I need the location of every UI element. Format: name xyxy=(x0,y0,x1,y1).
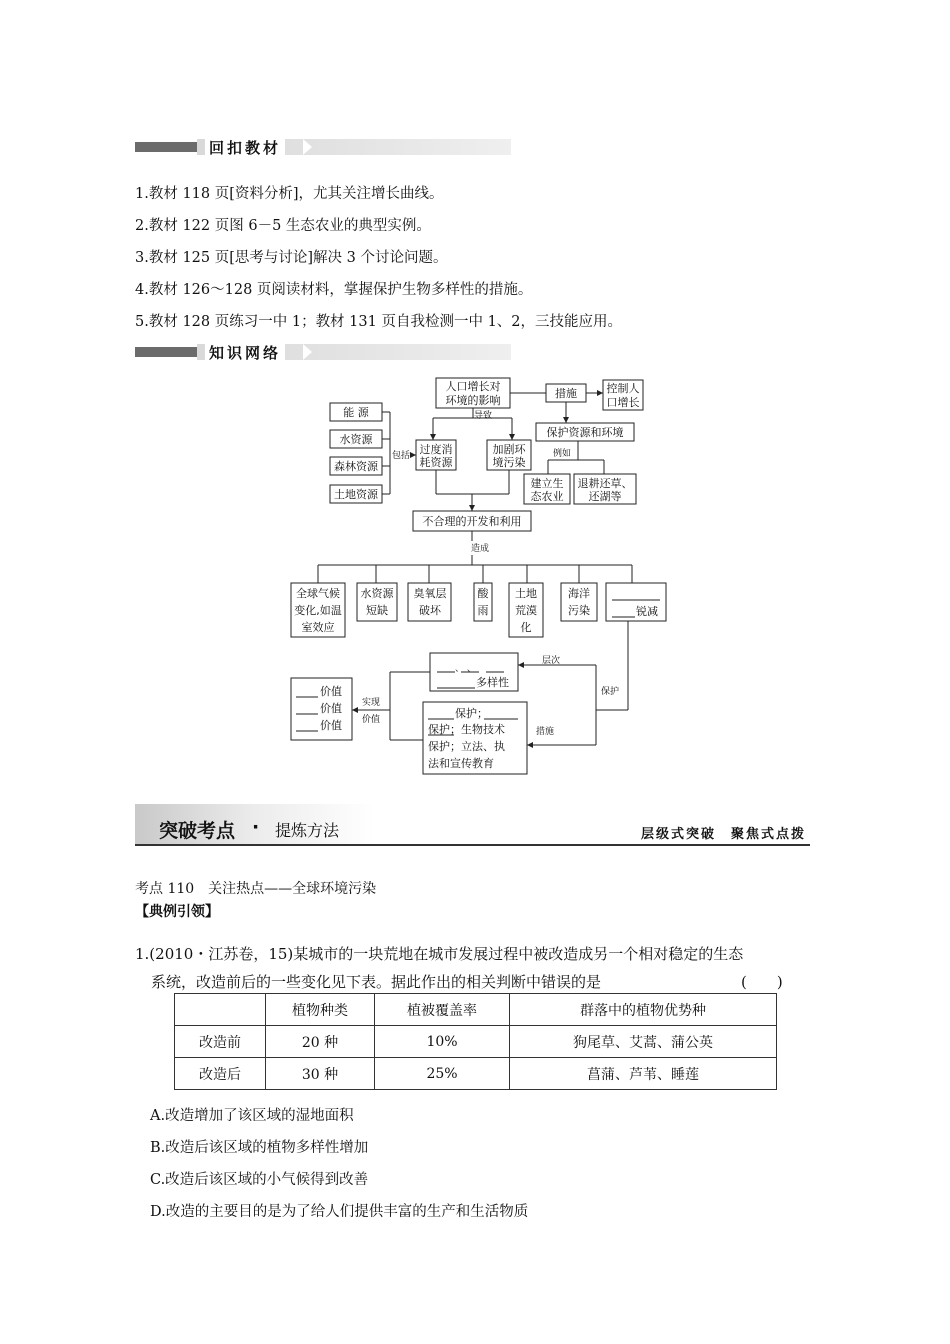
label-pop-impact-1: 人口增长对 xyxy=(445,380,501,393)
table-cell: 狗尾草、艾蒿、蒲公英 xyxy=(510,1026,777,1058)
comparison-table xyxy=(174,993,777,1090)
label-aggravate-1: 加剧环 xyxy=(492,443,526,456)
label-value-2: 价值 xyxy=(320,702,342,715)
banner-right: 层级式突破 聚焦式点拨 xyxy=(640,827,806,842)
label-eco-agri-2: 态农业 xyxy=(530,490,564,503)
label-aggravate-2: 境污染 xyxy=(492,456,526,469)
option-a: A.改造增加了该区域的湿地面积 xyxy=(150,1108,354,1124)
label-measures2: 措施 xyxy=(536,727,555,737)
label-protect-box-2: 保护；生物技术 xyxy=(428,723,505,736)
label-decrease: 锐减 xyxy=(636,605,658,618)
table-header xyxy=(175,994,266,1026)
table-cell: 20 种 xyxy=(266,1026,375,1058)
table-header-row xyxy=(175,994,777,1026)
table-cell: 25% xyxy=(375,1058,510,1090)
label-eco-agri-1: 建立生 xyxy=(530,477,564,490)
section-banner xyxy=(135,804,810,848)
label-protect-box-3: 保护；立法、执 xyxy=(428,740,505,753)
label-control-pop-2: 口增长 xyxy=(606,396,640,409)
label-return-land-2: 还湖等 xyxy=(588,490,622,503)
dianli-label: 【典例引领】 xyxy=(135,904,219,920)
label-desert-1: 土地 xyxy=(515,587,537,600)
label-example: 例如 xyxy=(552,449,572,459)
question-line-1: 1.(2010・江苏卷，15)某城市的一块荒地在城市发展过程中被改造成另一个相对稳定的生态 xyxy=(135,945,744,963)
textbook-item: 1.教材 118 页[资料分析]，尤其关注增长曲线。 xyxy=(135,186,444,202)
label-climate-3: 室效应 xyxy=(301,621,335,634)
label-include: 包括 xyxy=(391,451,411,461)
label-ozone-2: 破坏 xyxy=(419,604,441,617)
label-pop-impact-2: 环境的影响 xyxy=(445,394,501,407)
banner-main: 突破考点 xyxy=(159,820,236,842)
label-levels: 层次 xyxy=(542,656,561,666)
question-paren: ( ) xyxy=(741,973,783,991)
textbook-item: 2.教材 122 页图 6－5 生态农业的典型实例。 xyxy=(135,218,431,234)
label-control-pop-1: 控制人 xyxy=(606,382,640,395)
section-title: 回扣教材 xyxy=(205,137,285,158)
label-realize-1: 实现 xyxy=(362,698,381,708)
label-irrational: 不合理的开发和利用 xyxy=(422,515,522,528)
label-realize-2: 价值 xyxy=(362,715,381,725)
label-acid-1: 酸 xyxy=(477,587,489,600)
label-protect: 保护 xyxy=(601,687,620,697)
kaodian-title: 考点 110 关注热点——全球环境污染 xyxy=(135,881,377,897)
table-cell: 改造后 xyxy=(175,1058,266,1090)
label-forest: 森林资源 xyxy=(334,460,378,473)
table-header: 植被覆盖率 xyxy=(375,994,510,1026)
option-c: C.改造后该区域的小气候得到改善 xyxy=(150,1172,369,1188)
table-cell: 30 种 xyxy=(266,1058,375,1090)
label-value-3: 价值 xyxy=(320,719,342,732)
label-climate-1: 全球气候 xyxy=(296,587,340,600)
label-measures: 措施 xyxy=(555,387,577,400)
label-water-short-2: 短缺 xyxy=(366,604,388,617)
label-overuse-2: 耗资源 xyxy=(419,456,453,469)
table-row xyxy=(175,1058,777,1090)
banner-sub: 提炼方法 xyxy=(275,821,340,840)
label-return-land-1: 退耕还草、 xyxy=(577,477,633,490)
option-d: D.改造的主要目的是为了给人们提供丰富的生产和生活物质 xyxy=(150,1204,529,1220)
table-cell: 10% xyxy=(375,1026,510,1058)
label-protect-box-1: 保护； xyxy=(455,707,488,720)
banner-dot: · xyxy=(252,816,260,838)
table-row xyxy=(175,1026,777,1058)
label-climate-2: 变化,如温 xyxy=(294,604,342,617)
label-diversity-blank: 、 、 xyxy=(455,664,476,674)
label-desert-3: 化 xyxy=(520,621,532,634)
label-ocean-1: 海洋 xyxy=(568,587,590,600)
option-b: B.改造后该区域的植物多样性增加 xyxy=(150,1140,369,1156)
table-header: 植物种类 xyxy=(266,994,375,1026)
label-acid-2: 雨 xyxy=(477,604,489,617)
label-water: 水资源 xyxy=(339,433,373,446)
question-line-2: 系统，改造前后的一些变化见下表。据此作出的相关判断中错误的是 xyxy=(151,973,602,991)
label-land: 土地资源 xyxy=(334,488,378,501)
label-protect-env: 保护资源和环境 xyxy=(546,426,624,439)
table-header: 群落中的植物优势种 xyxy=(510,994,777,1026)
table-cell: 改造前 xyxy=(175,1026,266,1058)
textbook-item: 4.教材 126～128 页阅读材料，掌握保护生物多样性的措施。 xyxy=(135,282,533,298)
label-overuse-1: 过度消 xyxy=(419,443,453,456)
table-cell: 菖蒲、芦苇、睡莲 xyxy=(510,1058,777,1090)
label-ocean-2: 污染 xyxy=(568,604,590,617)
label-protect-box-4: 法和宣传教育 xyxy=(428,757,494,770)
textbook-item: 5.教材 128 页练习一中 1；教材 131 页自我检测一中 1、2，三技能应用。 xyxy=(135,314,623,330)
label-water-short-1: 水资源 xyxy=(360,587,394,600)
label-desert-2: 荒漠 xyxy=(515,604,537,617)
label-ozone-1: 臭氧层 xyxy=(413,587,447,600)
section-title: 知识网络 xyxy=(205,342,285,363)
label-guide: 导致 xyxy=(473,411,493,421)
label-cause: 造成 xyxy=(470,544,490,554)
textbook-item: 3.教材 125 页[思考与讨论]解决 3 个讨论问题。 xyxy=(135,250,448,266)
label-value-1: 价值 xyxy=(320,685,342,698)
label-energy: 能 源 xyxy=(343,406,369,419)
label-diversity: 多样性 xyxy=(476,676,509,689)
